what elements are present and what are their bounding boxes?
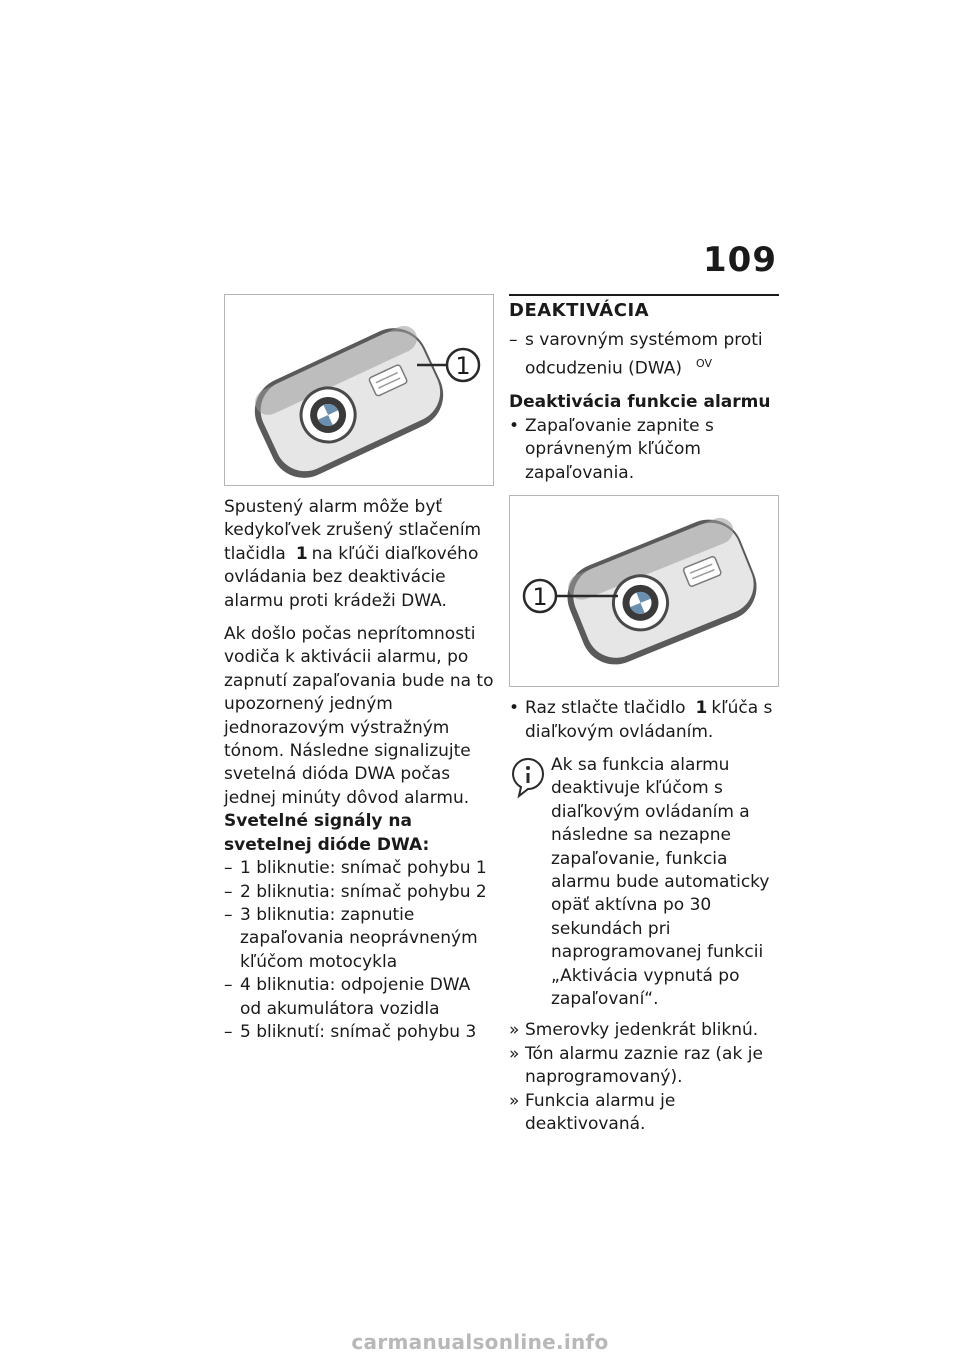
info-icon	[509, 758, 547, 802]
subheading-deactivation: Deaktivácia funkcie alarmu	[509, 392, 771, 413]
figure1-callout-label: 1	[455, 352, 471, 380]
key-fob-figure-2	[509, 495, 779, 687]
key-fob-figure-1	[224, 294, 494, 486]
info-note	[509, 754, 779, 1011]
condition-item: – s varovným systémom proti odcudzeniu (DWA) $^{OV}$	[509, 330, 763, 380]
step-item: • Zapaľovanie zapnite s oprávneným kľúčom zapaľovania.	[509, 415, 714, 483]
left-column	[224, 294, 494, 1044]
key-fob-illustration	[510, 496, 778, 686]
option-badge: OV	[696, 357, 713, 371]
subheading-dwa-signals: Svetelné signály na svetelnej dióde DWA:	[224, 811, 430, 855]
list-item: – 5 bliknutí: snímač pohybu 3	[224, 1021, 477, 1042]
list-item: » Funkcia alarmu je deaktivovaná.	[509, 1090, 676, 1134]
figure2-callout-label: 1	[532, 583, 548, 612]
list-item: » Tón alarmu zaznie raz (ak je naprogramovaný).	[509, 1043, 763, 1088]
list-item: – 3 bliknutia: zapnutie zapaľovania neoprávneným kľúčom motocykla	[224, 904, 478, 972]
right-column	[509, 294, 779, 1136]
section-heading: DEAKTIVÁCIA	[509, 294, 779, 321]
button-reference: 1	[295, 543, 308, 564]
step-item: • Raz stlačte tlačidlo 1 kľúča s diaľkovým ovládaním.	[509, 698, 773, 742]
list-item: – 1 bliknutie: snímač pohybu 1	[224, 858, 487, 879]
note-text: Ak sa funkcia alarmu deaktivuje kľúčom s diaľkovým ovládaním a následne sa nezapne zapaľovanie, funkcia alarmu bude automaticky opäť aktívna po 30 sekundách pri naprogramovanej funkcii „Aktivácia vypnutá po zapaľovaní“.	[551, 754, 770, 1009]
watermark: carmanualsonline.info	[351, 1330, 609, 1354]
dwa-signal-list	[224, 857, 494, 1044]
paragraph-cancel-alarm: Spustený alarm môže byť kedykoľvek zrušený stlačením tlačidla 1 na kľúči diaľkového ovládania bez deaktivácie alarmu proti krádeži DWA.	[224, 497, 482, 611]
list-item: » Smerovky jedenkrát bliknú.	[509, 1020, 759, 1041]
list-item: – 4 bliknutia: odpojenie DWA od akumulátora vozidla	[224, 975, 471, 1019]
list-item: – 2 bliknutia: snímač pohybu 2	[224, 881, 487, 902]
page-number: 109	[703, 240, 777, 280]
paragraph-absence-alarm: Ak došlo počas neprítomnosti vodiča k aktivácii alarmu, po zapnutí zapaľovania bude na to upozornený jedným jednorazovým výstražným tónom. Následne signalizujte svetelná dióda DWA počas jednej minúty dôvod alarmu.	[224, 624, 494, 808]
result-list	[509, 1019, 779, 1136]
key-fob-illustration	[225, 295, 493, 485]
button-reference: 1	[695, 698, 708, 719]
